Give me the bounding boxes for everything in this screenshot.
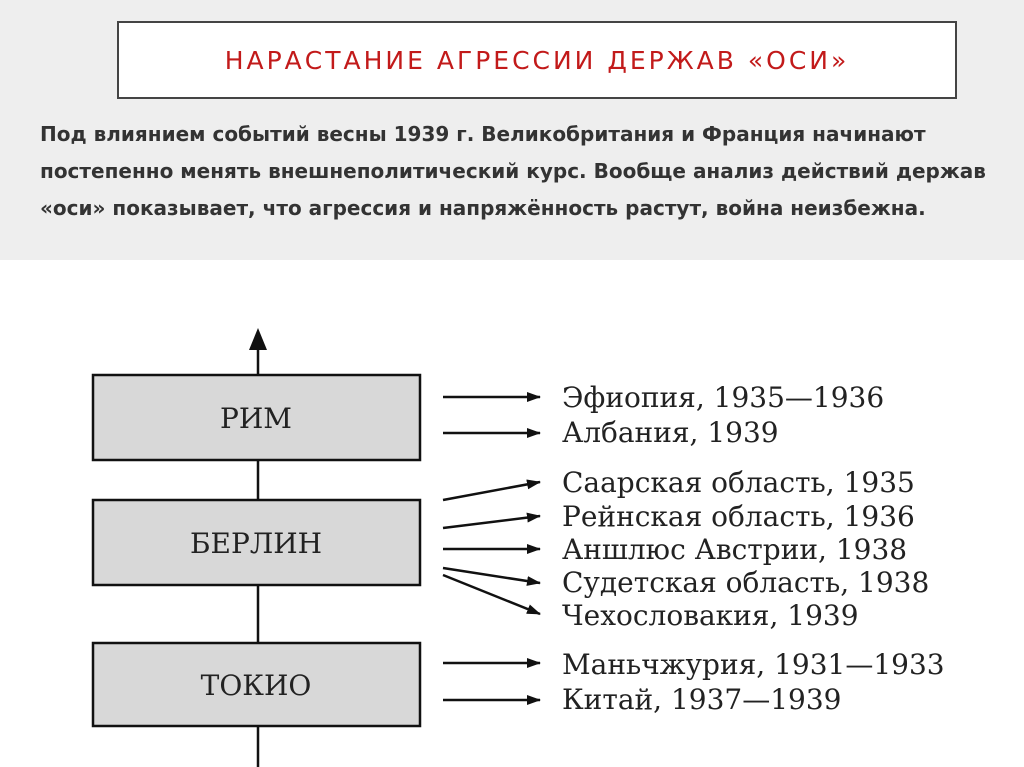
intro-paragraph: Под влиянием событий весны 1939 г. Великобритания и Франция начинают постепенно менять внешнеполитический курс. Вообще анализ действий держав «оси» показывает, что агрессия и напряжённость растут, война неизбежна. xyxy=(40,122,986,220)
event-label: Судетская область, 1938 xyxy=(562,566,930,599)
arrow-berlin-saar xyxy=(443,482,540,500)
power-box-berlin xyxy=(93,500,420,585)
event-label: Маньчжурия, 1931—1933 xyxy=(562,648,945,681)
arrow-berlin-rhineland xyxy=(443,516,540,528)
power-label-berlin: БЕРЛИН xyxy=(189,527,323,560)
power-box-tokyo xyxy=(93,643,420,726)
axis-arrowhead-icon xyxy=(249,328,267,350)
power-box-rome xyxy=(93,375,420,460)
event-label: Рейнская область, 1936 xyxy=(562,500,915,533)
event-label: Эфиопия, 1935—1936 xyxy=(562,381,885,414)
event-label: Чехословакия, 1939 xyxy=(562,599,859,632)
power-label-rome: РИМ xyxy=(220,402,292,435)
event-label: Саарская область, 1935 xyxy=(562,466,915,499)
event-label: Албания, 1939 xyxy=(562,416,779,449)
page-title: НАРАСТАНИЕ АГРЕССИИ ДЕРЖАВ «ОСИ» xyxy=(224,45,850,75)
event-label: Аншлюс Австрии, 1938 xyxy=(562,533,908,566)
power-label-tokyo: ТОКИО xyxy=(200,669,312,702)
event-label: Китай, 1937—1939 xyxy=(562,683,842,716)
